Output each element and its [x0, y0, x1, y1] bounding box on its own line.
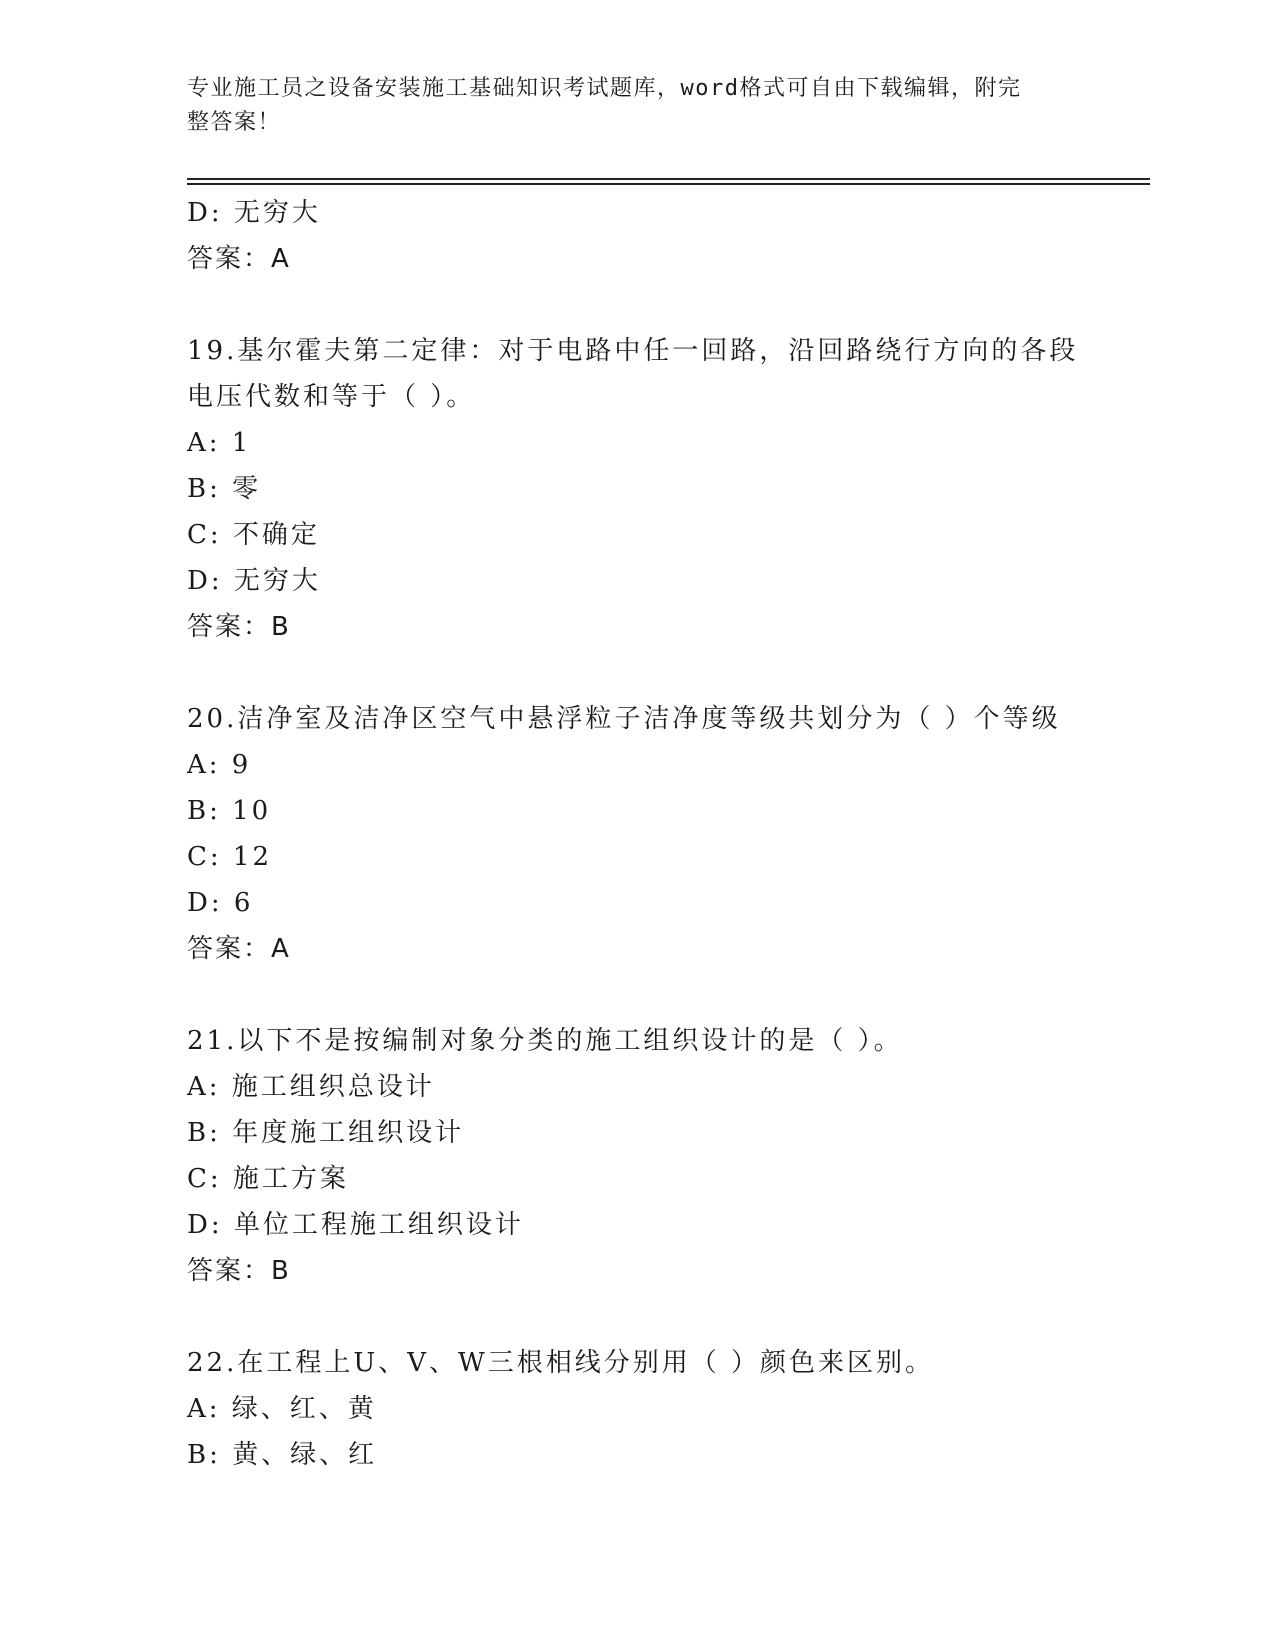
option-line: C: 12 — [187, 842, 273, 872]
option-line: A: 9 — [187, 750, 252, 780]
question-text: 电压代数和等于（ ）。 — [187, 382, 476, 412]
question-text: 22.在工程上U、V、W三根相线分别用（ ）颜色来区别。 — [187, 1348, 935, 1378]
document-header — [187, 72, 1067, 140]
section-spacer — [187, 972, 1147, 1018]
section-spacer — [187, 1294, 1147, 1340]
option-line: A: 绿、红、黄 — [187, 1394, 377, 1424]
answer-line: 答案：B — [187, 1256, 291, 1286]
option-line: B: 年度施工组织设计 — [187, 1118, 465, 1148]
header-divider-top — [187, 178, 1150, 180]
header-title-line-1: 专业施工员之设备安装施工基础知识考试题库，word格式可自由下载编辑，附完 — [187, 76, 1022, 101]
answer-line: 答案：A — [187, 244, 291, 274]
section-spacer — [187, 650, 1147, 696]
answer-line: 答案：A — [187, 934, 291, 964]
section-spacer — [187, 282, 1147, 328]
option-line: B: 零 — [187, 474, 262, 504]
option-line: D: 无穷大 — [187, 198, 321, 228]
option-line: C: 施工方案 — [187, 1164, 349, 1194]
option-line: B: 10 — [187, 796, 272, 826]
answer-line: 答案：B — [187, 612, 291, 642]
question-list — [187, 190, 1147, 1478]
option-line: C: 不确定 — [187, 520, 320, 550]
option-line: D: 单位工程施工组织设计 — [187, 1210, 524, 1240]
option-line: A: 1 — [187, 428, 252, 458]
header-title-line-2: 整答案！ — [187, 110, 282, 135]
option-line: D: 无穷大 — [187, 566, 321, 596]
question-text: 20.洁净室及洁净区空气中悬浮粒子洁净度等级共划分为（ ）个等级 — [187, 704, 1061, 734]
question-text: 21.以下不是按编制对象分类的施工组织设计的是（ ）。 — [187, 1026, 903, 1056]
option-line: D: 6 — [187, 888, 254, 918]
option-line: A: 施工组织总设计 — [187, 1072, 435, 1102]
option-line: B: 黄、绿、红 — [187, 1440, 378, 1470]
header-divider-bottom — [187, 183, 1150, 185]
question-text: 19.基尔霍夫第二定律：对于电路中任一回路，沿回路绕行方向的各段 — [187, 336, 1079, 366]
